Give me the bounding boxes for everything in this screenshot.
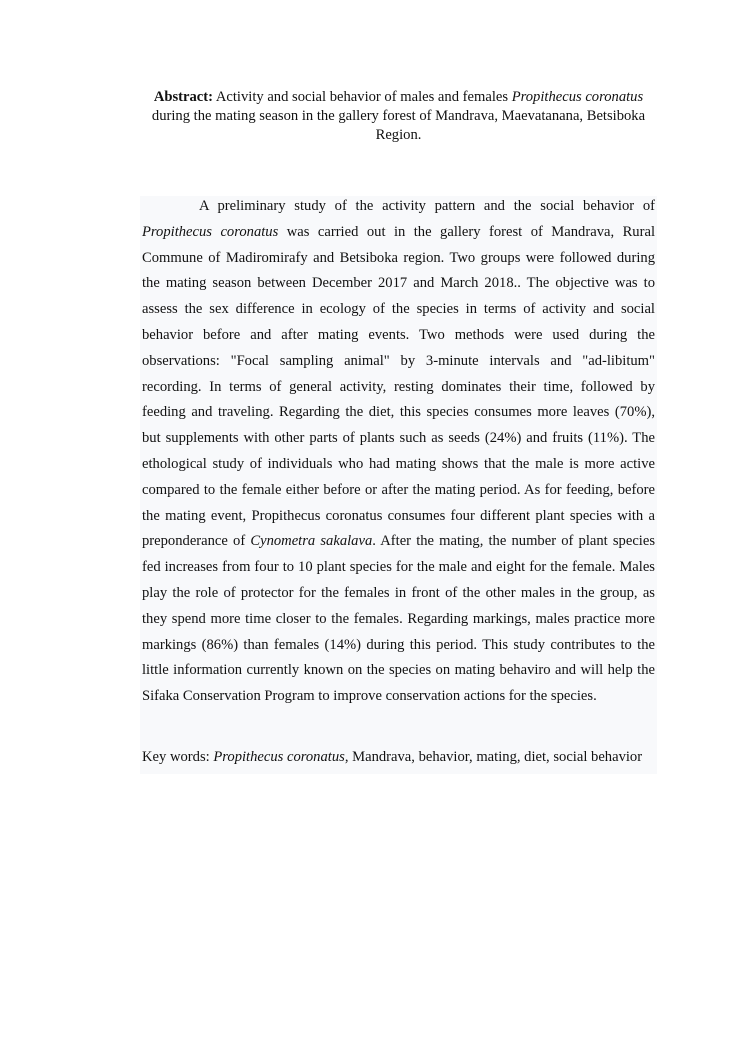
abstract-species-name: Propithecus coronatus bbox=[142, 223, 279, 240]
abstract-plant-species-name: Cynometra sakalava bbox=[250, 533, 373, 550]
abstract-title bbox=[140, 88, 657, 145]
keywords-label: Key words: bbox=[142, 749, 214, 765]
abstract-sentence-3: . After the mating, the number of plant species fed increases from four to 10 plant species for the male and eight for the female. Males play the role of protector for the females in front of the other males in the group, as they spend more time closer to the females. Regarding markings, males practice more markings (86%) than females (14%) during this period. This study contributes to the little information currently known on the species on mating behaviro and will help the Sifaka Conservation Program to improve conservation actions for the species. bbox=[142, 533, 656, 705]
abstract-sentence-2: was carried out in the gallery forest of Mandrava, Rural Commune of Madiromirafy and Betsiboka region. Two groups were followed during the mating season between December 2017 and March 2018.. The objective was to assess the sex difference in ecology of the species in terms of activity and social behavior before and after mating events. Two methods were used during the observations: "Focal sampling animal" by 3-minute intervals and "ad-libitum" recording. In terms of general activity, resting dominates their time, followed by feeding and traveling. Regarding the diet, this species consumes more leaves (70%), but supplements with other parts of plants such as seeds (24%) and fruits (11%). The ethological study of individuals who had mating shows that the male is more active compared to the female either before or after the mating period. As for feeding, before the mating event, Propithecus coronatus consumes four different plant species with a preponderance of bbox=[142, 223, 655, 550]
abstract-label: Abstract: bbox=[153, 89, 213, 105]
title-text-part2: during the mating season in the gallery forest of Mandrava, Maevatanana, Betsiboka Region. bbox=[151, 108, 646, 143]
keywords-species: Propithecus coronatus bbox=[213, 749, 345, 765]
abstract-paragraph bbox=[142, 194, 655, 710]
keywords-list: , Mandrava, behavior, mating, diet, social behavior bbox=[344, 749, 643, 765]
keywords-line bbox=[142, 745, 657, 770]
title-species-name: Propithecus coronatus bbox=[511, 89, 644, 105]
title-text-part1: Activity and social behavior of males and females bbox=[213, 89, 512, 105]
abstract-sentence-1: A preliminary study of the activity pattern and the social behavior of bbox=[199, 198, 655, 214]
